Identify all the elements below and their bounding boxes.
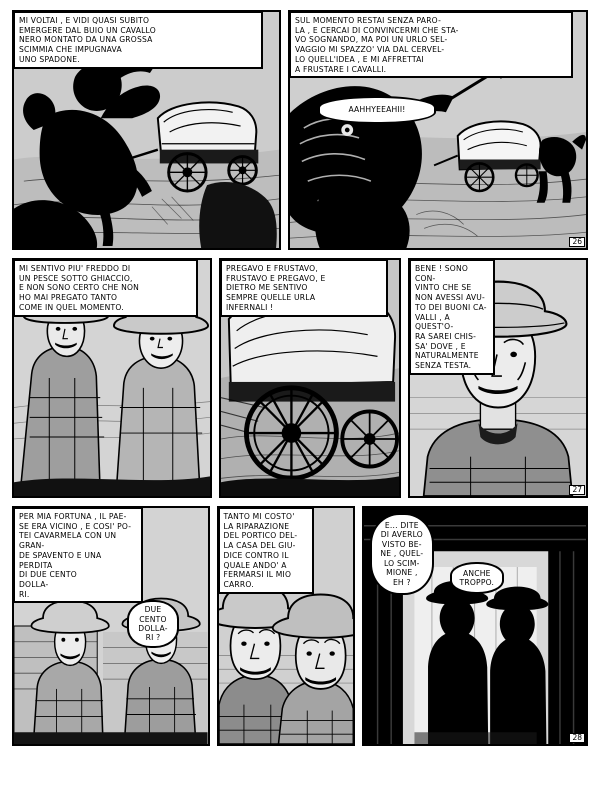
comic-panel-2-3 <box>408 258 588 498</box>
speech-balloon: E... DITE DI AVERLO VISTO BE- NE , QUEL- LO SCIM- MIONE , EH ? <box>370 513 434 595</box>
comic-panel-2-1 <box>12 258 212 498</box>
comic-panel-3-3 <box>362 506 588 746</box>
panel-caption: TANTO MI COSTO' LA RIPARAZIONE DEL PORTICO DEL- LA CASA DEL GIU- DICE CONTRO IL QUALE ANDO' A FERMARSI IL MIO CARRO. <box>218 507 314 594</box>
panel-caption: SUL MOMENTO RESTAI SENZA PARO- LA , E CERCAI DI CONVINCERMI CHE STA- VO SOGNANDO, MA POI UN URLO SEL- VAGGIO MI SPAZZO' VIA DAL CERVEL- LO QUELL'IDEA , E MI AFFRETTAI A FRUSTARE I CAVALLI. <box>289 11 573 78</box>
speech-balloon: ANCHE TROPPO. <box>450 562 504 594</box>
page-number: 26 <box>569 237 585 247</box>
speech-balloon: AAHHYEEAHII! <box>318 96 436 124</box>
comic-panel-2-2 <box>219 258 401 498</box>
panel-caption: PER MIA FORTUNA , IL PAE- SE ERA VICINO , E COSI' PO- TEI CAVARMELA CON UN GRAN- DE SPAVENTO E UNA PERDITA DI DUE CENTO DOLLA- RI. <box>13 507 143 603</box>
panel-caption: MI VOLTAI , E VIDI QUASI SUBITO EMERGERE DAL BUIO UN CAVALLO NERO MONTATO DA UNA GROSSA SCIMMIA CHE IMPUGNAVA UNO SPADONE. <box>13 11 263 69</box>
page-number: 28 <box>569 733 585 743</box>
comic-tier-2 <box>12 258 588 498</box>
panel-caption: BENE ! SONO CON- VINTO CHE SE NON AVESSI AVU- TO DEI BUONI CA- VALLI , A QUEST'O- RA SAREI CHIS- SA' DOVE , E NATURALMENTE SENZA TESTA. <box>409 259 495 375</box>
comic-tier-3 <box>12 506 588 746</box>
comic-panel-3-2 <box>217 506 355 746</box>
panel-caption: PREGAVO E FRUSTAVO, FRUSTAVO E PREGAVO, E DIETRO ME SENTIVO SEMPRE QUELLE URLA INFERNALI ! <box>220 259 388 317</box>
comic-panel-1-1 <box>12 10 281 250</box>
panel-caption: MI SENTIVO PIU' FREDDO DI UN PESCE SOTTO GHIACCIO, E NON SONO CERTO CHE NON HO MAI PREGATO TANTO COME IN QUEL MOMENTO. <box>13 259 198 317</box>
page-number: 27 <box>569 485 585 495</box>
comic-tier-1 <box>12 10 588 250</box>
comic-panel-1-2 <box>288 10 588 250</box>
comic-panel-3-1 <box>12 506 210 746</box>
speech-balloon: DUE CENTO DOLLA- RI ? <box>127 600 179 648</box>
